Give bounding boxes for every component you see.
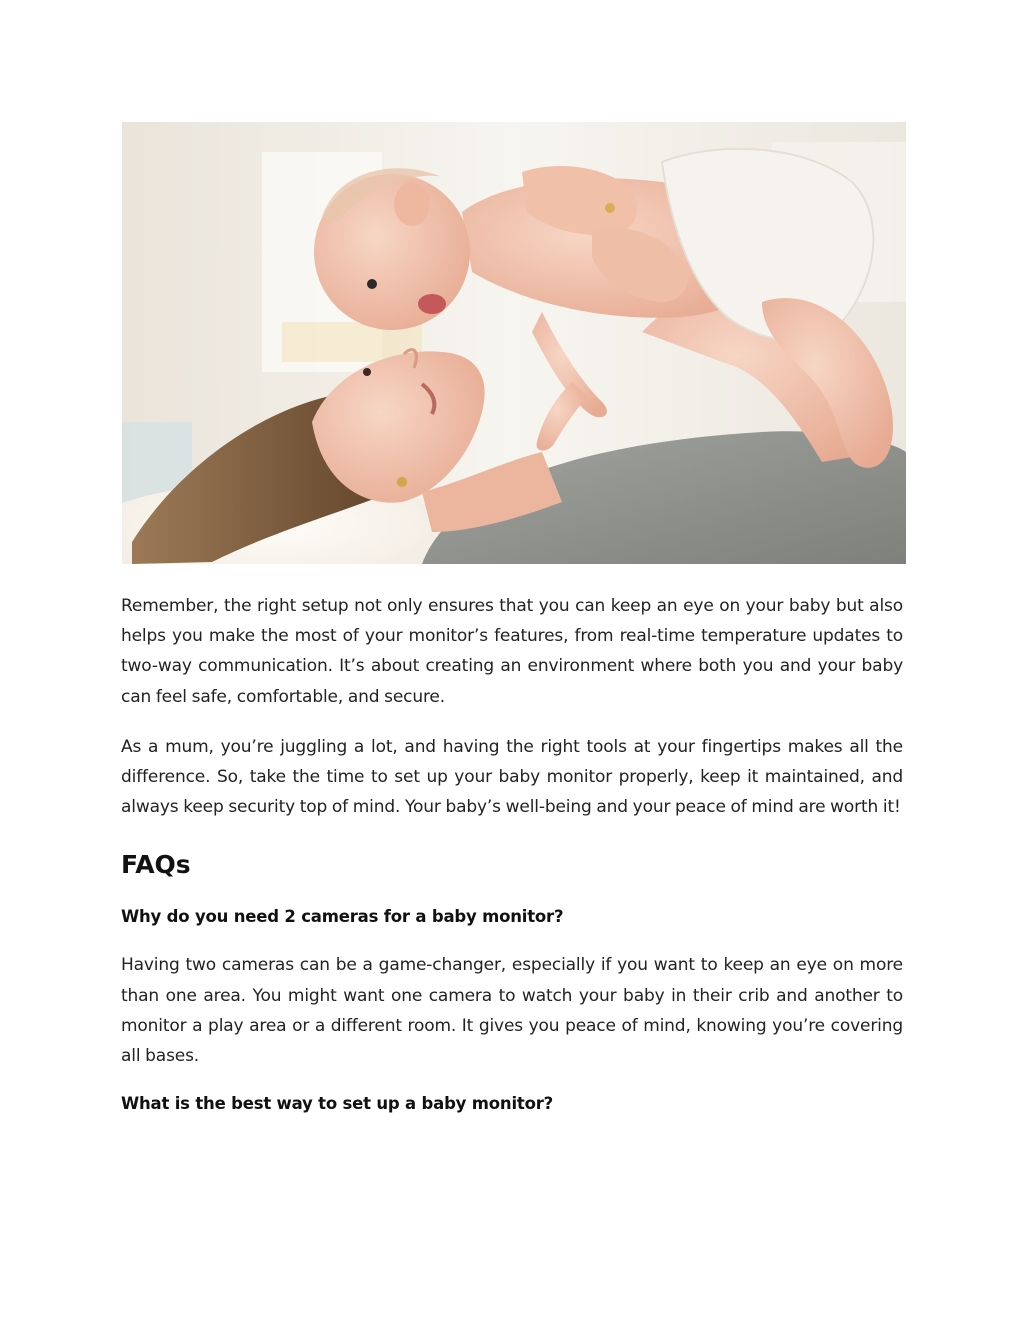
hero-photo <box>122 122 906 564</box>
mother-eye <box>363 368 371 376</box>
paragraph-mum-advice: As a mum, you’re juggling a lot, and having the right tools at your fingertips makes all the difference. So, take the time to set up your baby monitor properly, keep it maintained, and always keep security top of mind. Your baby’s well-being and your peace of mind are worth it! <box>121 736 903 818</box>
mother-ring <box>605 203 615 213</box>
hero-photo-illustration <box>122 122 906 564</box>
baby-ear <box>394 182 430 226</box>
faq-question-2: What is the best way to set up a baby monitor? <box>121 1094 554 1114</box>
faq-question-1: Why do you need 2 cameras for a baby monitor? <box>121 907 564 927</box>
mother-earring <box>397 477 407 487</box>
paragraph-setup-summary: Remember, the right setup not only ensures that you can keep an eye on your baby but also helps you make the most of your monitor’s features, from real-time temperature updates to two-way communication. It’s about creating an environment where both you and your baby can feel safe, comfortable, and secure. <box>121 596 903 707</box>
article-body <box>121 591 903 1117</box>
faq-heading: FAQs <box>121 850 191 880</box>
baby-eye <box>367 279 377 289</box>
faq-answer-1: Having two cameras can be a game-changer, especially if you want to keep an eye on more than one area. You might want one camera to watch your baby in their crib and another to monitor a play area or a different room. It gives you peace of mind, knowing you’re covering all bases. <box>121 955 903 1067</box>
baby-mouth <box>418 294 446 314</box>
